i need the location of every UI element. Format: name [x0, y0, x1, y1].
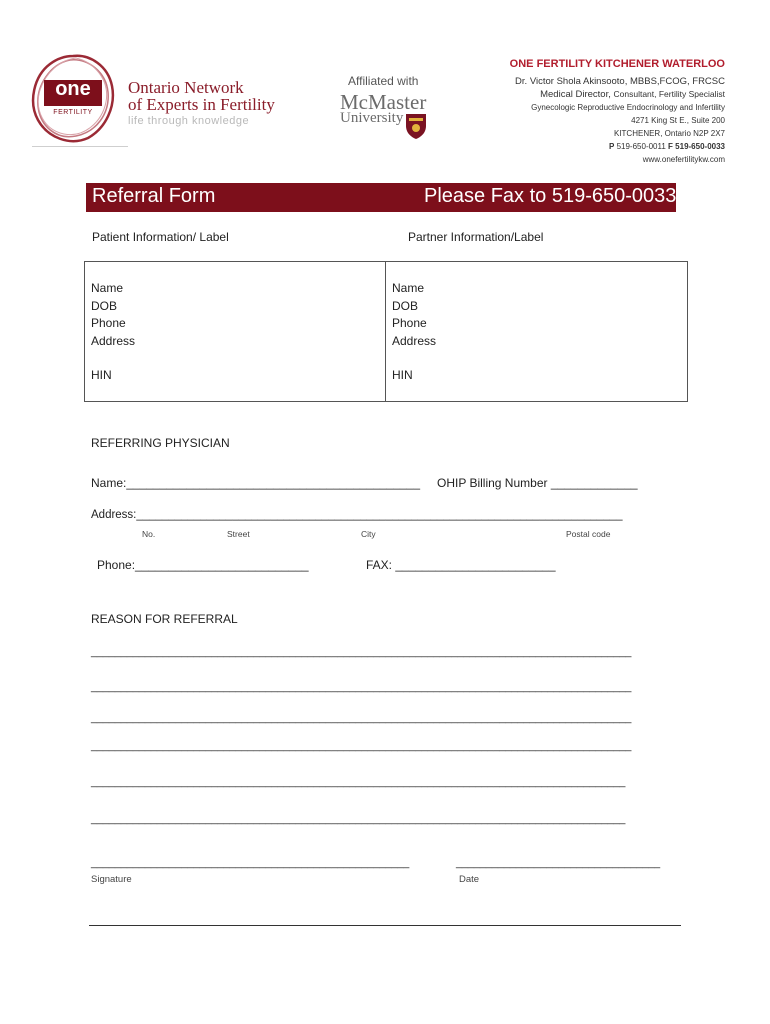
physician-phone-field[interactable]: Phone:__________________________ [97, 558, 309, 572]
reason-line-5[interactable]: _________________________________________________________________________________________ [91, 776, 626, 788]
ohip-billing-field[interactable]: OHIP Billing Number _____________ [437, 476, 638, 490]
clinic-phone-fax [405, 140, 725, 153]
reason-line-2[interactable]: __________________________________________________________________________________________ [91, 681, 632, 693]
date-field[interactable]: __________________________________ [456, 857, 661, 869]
patient-dob-field[interactable]: DOB [91, 298, 118, 313]
physician-name-field[interactable]: Name:____________________________________________ [91, 476, 420, 490]
reason-line-1[interactable]: __________________________________________________________________________________________ [91, 646, 632, 658]
clinic-phone-label: P [609, 142, 615, 151]
patient-address-field[interactable]: Address [91, 333, 136, 348]
clinic-name: ONE FERTILITY KITCHENER WATERLOO [509, 58, 725, 70]
partner-fields [392, 280, 436, 350]
bottom-rule [89, 925, 681, 926]
org-tagline: life through knowledge [128, 115, 250, 127]
clinic-info [405, 58, 725, 166]
fax-note: Please Fax to 519-650-0033 [424, 185, 677, 207]
partner-name-field[interactable]: Name [392, 281, 425, 295]
reason-line-4[interactable]: __________________________________________________________________________________________ [91, 740, 632, 752]
clinic-specialty: Gynecologic Reproductive Endocrinology and Infertility [531, 103, 725, 112]
clinic-website: www.onefertilitykw.com [642, 155, 725, 164]
address-postal-label: Postal code [566, 529, 611, 539]
partner-info-label: Partner Information/Label [408, 230, 544, 244]
signature-field[interactable]: _____________________________________________________ [91, 857, 410, 869]
patient-info-label: Patient Information/ Label [92, 230, 229, 244]
mcmaster-university: University [340, 110, 404, 126]
reason-line-3[interactable]: __________________________________________________________________________________________ [91, 712, 632, 724]
partner-phone-field[interactable]: Phone [392, 316, 427, 330]
info-box-divider [385, 261, 386, 401]
clinic-title [405, 88, 725, 101]
patient-hin-field[interactable]: HIN [91, 368, 112, 382]
clinic-doctor: Dr. Victor Shola Akinsooto, MBBS,FCOG, FRCSC [515, 76, 725, 87]
date-label: Date [459, 874, 480, 885]
patient-fields [91, 280, 135, 350]
partner-hin-field[interactable]: HIN [392, 368, 413, 382]
patient-phone-field[interactable]: Phone [91, 316, 126, 330]
clinic-fax-label: F [668, 142, 673, 151]
form-title: Referral Form [92, 185, 216, 207]
clinic-phone: 519-650-0011 [616, 142, 666, 151]
affiliation-label: Affiliated with [348, 74, 419, 88]
reason-line-6[interactable]: _________________________________________________________________________________________ [91, 813, 626, 825]
clinic-address2: KITCHENER, Ontario N2P 2X7 [613, 129, 725, 138]
referring-physician-heading: REFERRING PHYSICIAN [91, 436, 230, 450]
partner-dob-field[interactable]: DOB [392, 298, 419, 313]
mcmaster-name: McMaster [340, 90, 427, 114]
org-name-line1: Ontario Network [128, 78, 244, 97]
address-street-label: Street [227, 529, 250, 539]
org-name-line2: of Experts in Fertility [128, 95, 275, 114]
logo-word: one [55, 78, 91, 100]
clinic-address1: 4271 King St E., Suite 200 [631, 116, 725, 125]
patient-name-field[interactable]: Name [91, 281, 124, 295]
address-no-label: No. [142, 529, 156, 539]
logo-sub: FERTILITY [53, 109, 93, 116]
address-city-label: City [361, 529, 376, 539]
physician-address-field[interactable]: Address:____________________________________________________________________________ [91, 509, 623, 521]
physician-fax-field[interactable]: FAX: ________________________ [366, 558, 556, 572]
signature-label: Signature [91, 874, 132, 885]
reason-heading: REASON FOR REFERRAL [91, 612, 238, 626]
partner-address-field[interactable]: Address [392, 333, 437, 348]
logo-divider [32, 146, 128, 147]
clinic-title-rest: Consultant, Fertility Specialist [613, 89, 725, 99]
info-box [84, 261, 688, 402]
clinic-title-main: Medical Director, [540, 89, 611, 100]
clinic-fax: 519-650-0033 [675, 142, 725, 151]
